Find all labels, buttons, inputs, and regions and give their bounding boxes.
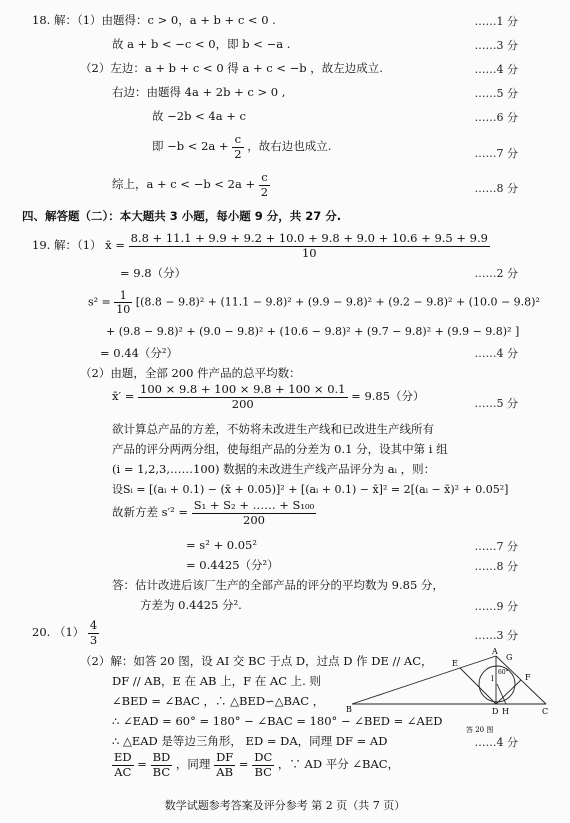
label-c: C bbox=[542, 707, 549, 716]
xbar: x̄ = bbox=[105, 238, 125, 252]
score-q19-5: ……8 分 bbox=[474, 560, 518, 573]
var-terms-1: [(8.8 − 9.8)² + (11.1 − 9.8)² + (9.9 − 9.8)² + (9.2 − 9.8)² + (10.0 − 9.8)² bbox=[135, 295, 540, 309]
q20-part1 bbox=[32, 620, 99, 646]
segment-df bbox=[496, 680, 521, 704]
q20-mid-text: ，同理 bbox=[175, 757, 211, 771]
score-q18-6: ……7 分 bbox=[474, 147, 518, 160]
score-q18-4: ……5 分 bbox=[474, 87, 518, 100]
page-footer: 数学试题参考答案及评分参考 第 2 页（共 7 页） bbox=[164, 799, 406, 812]
q20-line1: （2）解：如答 20 图，设 AI 交 BC 于点 D，过点 D 作 DE // AC， bbox=[80, 654, 433, 668]
q19-answer1: 答：估计改进后该厂生产的全部产品的评分的平均数为 9.85 分， bbox=[112, 578, 444, 592]
mean-result: = 9.8（分） bbox=[120, 266, 187, 280]
q19-answer2: 方差为 0.4425 分². bbox=[140, 598, 242, 612]
q19-text4: 设Sᵢ = [(aᵢ + 0.1) − (x̄ + 0.05)]² + [(aᵢ + 0.1) − x̄]² = 2[(aᵢ − x̄)² + 0.05²] bbox=[112, 483, 509, 496]
new-var-line2: = s² + 0.05² bbox=[186, 538, 257, 552]
q20-line4: ∴ ∠EAD = 60° = 180° − ∠BAC = 180° − ∠BED = ∠AED bbox=[112, 714, 443, 728]
q18-line5: 故 −2b < 4a + c bbox=[152, 109, 246, 123]
fraction-dc-bc bbox=[252, 752, 274, 778]
q19-text1: 欲计算总产品的方差，不妨将未改进生产线和已改进生产线所有 bbox=[112, 422, 434, 436]
fraction-c-over-2-b bbox=[259, 172, 270, 198]
q20-line5: ∴ △EAD 是等边三角形， ED = DA，同理 DF = AD bbox=[112, 734, 388, 748]
new-var-fraction bbox=[192, 500, 317, 526]
q18-line3: （2）左边：a + b + c < 0 得 a + c < −b ，故左边成立. bbox=[80, 61, 383, 75]
fraction-df-ab bbox=[214, 752, 235, 778]
mean-fraction bbox=[129, 233, 490, 259]
frac-den: 2 bbox=[234, 146, 242, 161]
score-q19-1: ……2 分 bbox=[474, 267, 518, 280]
score-q18-7: ……8 分 bbox=[474, 182, 518, 195]
score-q18-5: ……6 分 bbox=[474, 111, 518, 124]
q19-text2: 产品的评分两两分组，使每组产品的分差为 0.1 分，设其中第 i 组 bbox=[112, 442, 448, 456]
angle-label: 60° bbox=[498, 669, 509, 676]
frac-den: BC bbox=[254, 764, 272, 779]
segment-ed bbox=[460, 668, 496, 704]
variance-line1 bbox=[88, 290, 540, 315]
q18-line6-post: ，故右边也成立. bbox=[247, 139, 332, 153]
score-q20-1: ……3 分 bbox=[474, 629, 518, 642]
q18-line2: 故 a + b < −c < 0，即 b < −a . bbox=[112, 37, 291, 51]
score-q19-4: ……7 分 bbox=[474, 540, 518, 553]
label-h: H bbox=[502, 707, 509, 716]
q20-line2: DF // AB，E 在 AB 上，F 在 AC 上. 则 bbox=[112, 674, 321, 688]
q18-line6-pre: 即 −b < 2a + bbox=[152, 139, 229, 153]
variance-line2: + (9.8 − 9.8)² + (9.0 − 9.8)² + (10.6 − 9.8)² + (9.7 − 9.8)² + (9.9 − 9.8)² ] bbox=[106, 325, 520, 338]
frac-den: 2 bbox=[260, 184, 269, 199]
fraction-c-over-2 bbox=[232, 134, 243, 160]
frac-den: BC bbox=[152, 764, 171, 779]
q19-line1 bbox=[32, 233, 490, 259]
score-q19-2: ……4 分 bbox=[474, 347, 518, 360]
label-e: E bbox=[452, 659, 458, 668]
score-q19-3: ……5 分 bbox=[474, 397, 518, 410]
frac-den: AC bbox=[114, 764, 132, 779]
frac-num: S₁ + S₂ + …… + S₁₀₀ bbox=[193, 498, 315, 512]
one-tenth bbox=[114, 290, 132, 315]
frac-den: 200 bbox=[231, 396, 254, 411]
frac-num: DC bbox=[254, 750, 273, 764]
frac-num: c bbox=[232, 134, 243, 148]
frac-num: 4 bbox=[89, 618, 98, 632]
frac-num: BD bbox=[152, 750, 171, 764]
score-q18-2: ……3 分 bbox=[474, 39, 518, 52]
frac-den: 10 bbox=[116, 303, 131, 316]
score-q19-6: ……9 分 bbox=[474, 600, 518, 613]
new-mean-result: = 9.85（分） bbox=[351, 389, 425, 403]
q18-summary: 综上，a + c < −b < 2a + bbox=[112, 177, 256, 191]
q18-line1: 18. 解：（1）由题得：c > 0，a + b + c < 0 . bbox=[32, 13, 276, 27]
score-q20-2: ……4 分 bbox=[474, 736, 518, 749]
frac-num: 8.8 + 11.1 + 9.9 + 9.2 + 10.0 + 9.8 + 9.0 + 10.6 + 9.5 + 9.9 bbox=[130, 231, 488, 245]
variance-result: = 0.44（分²） bbox=[100, 346, 179, 360]
new-mean-fraction bbox=[138, 384, 347, 410]
label-f: F bbox=[525, 673, 531, 682]
section-heading: 四、解答题（二）：本大题共 3 小题，每小题 9 分，共 27 分. bbox=[22, 209, 342, 223]
label-d: D bbox=[492, 707, 499, 716]
xbar-prime: x̄′ = bbox=[112, 389, 135, 403]
new-mean bbox=[112, 384, 425, 410]
q19-label: 19. 解：（1） bbox=[32, 238, 102, 252]
q20-label: 20. （1） bbox=[32, 625, 85, 639]
frac-num: 100 × 9.8 + 100 × 9.8 + 100 × 0.1 bbox=[140, 382, 346, 396]
var-lhs: s² = bbox=[88, 295, 111, 309]
frac-num: c bbox=[259, 172, 270, 186]
four-thirds bbox=[88, 620, 99, 646]
frac-num: ED bbox=[114, 750, 132, 764]
q20-end-text: ，∵ AD 平分 ∠BAC， bbox=[277, 757, 400, 771]
frac-num: DF bbox=[216, 750, 234, 764]
frac-den: AB bbox=[216, 764, 234, 779]
equals-sign: = bbox=[137, 757, 147, 771]
q20-line3: ∠BED = ∠BAC ，∴ △BED∽△BAC ， bbox=[112, 694, 325, 708]
label-b: B bbox=[346, 705, 352, 714]
label-g: G bbox=[506, 653, 513, 662]
new-variance bbox=[112, 500, 316, 526]
label-a: A bbox=[492, 647, 498, 656]
q19-text3: (i = 1,2,3,……100) 数据的未改进生产线产品评分为 aᵢ ，则： bbox=[112, 462, 436, 476]
q18-line6 bbox=[152, 134, 331, 160]
equals-sign: = bbox=[238, 757, 249, 771]
frac-den: 200 bbox=[243, 512, 265, 527]
fraction-bd-bc bbox=[151, 752, 173, 778]
frac-den: 3 bbox=[89, 632, 98, 647]
q19-part2: （2）由题，全部 200 件产品的总平均数： bbox=[80, 366, 301, 380]
q18-line4: 右边：由题得 4a + 2b + c > 0 , bbox=[112, 85, 286, 99]
new-var-lhs: 故新方差 s′² = bbox=[112, 505, 189, 519]
new-var-line3: = 0.4425（分²） bbox=[186, 558, 279, 572]
score-q18-3: ……4 分 bbox=[474, 63, 518, 76]
frac-den: 10 bbox=[301, 245, 317, 260]
label-i: I bbox=[491, 675, 494, 683]
segment-ba bbox=[352, 656, 496, 704]
figure-caption: 答 20 图 bbox=[466, 726, 494, 734]
frac-num: 1 bbox=[114, 290, 132, 303]
q18-line7 bbox=[112, 172, 270, 198]
geometry-figure bbox=[346, 646, 550, 770]
fraction-ed-ac bbox=[112, 752, 134, 778]
score-q18-1: ……1 分 bbox=[474, 15, 518, 28]
